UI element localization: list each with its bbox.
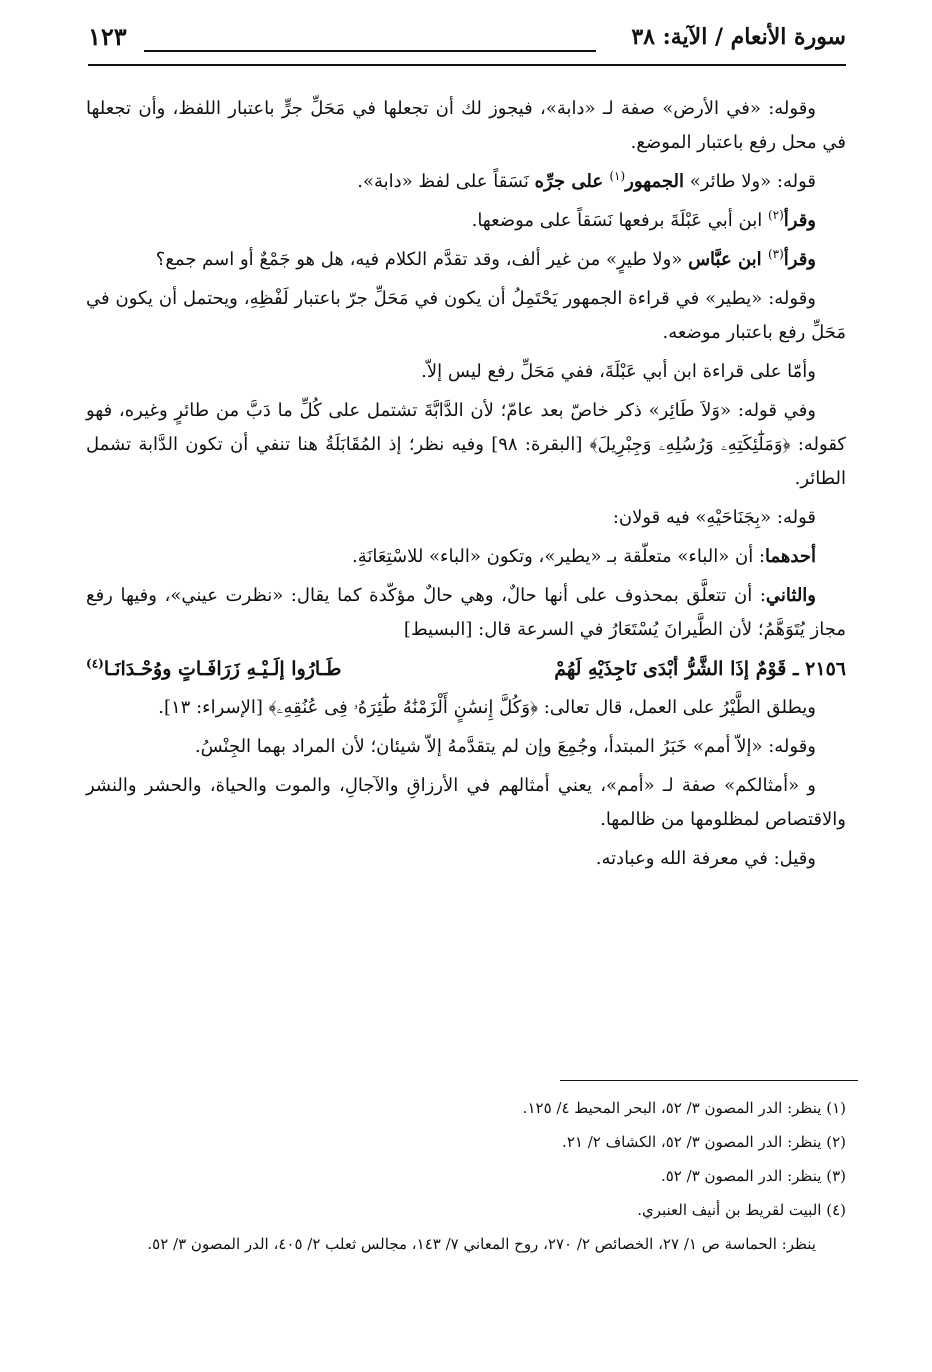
paragraph-text: قوله: «ولا طائر» xyxy=(683,171,816,192)
footnote-continuation: ينظر: الحماسة ص ١/ ٢٧، الخصائص ٢/ ٢٧٠، روح المعاني ٧/ ١٤٣، مجالس ثعلب ٢/ ٤٠٥، الدر المصون ٣/ ٥٢. xyxy=(147,1235,816,1253)
page-header xyxy=(88,18,846,62)
page-number: ١٢٣ xyxy=(88,22,127,51)
paragraph xyxy=(86,579,846,647)
paragraph-text: نَسَقاً على لفظ «دابة». xyxy=(357,171,535,192)
poetry-verse xyxy=(86,652,846,686)
bold-term: ابن عبَّاس xyxy=(688,249,768,270)
header-rule xyxy=(88,64,846,66)
paragraph xyxy=(86,691,846,725)
paragraph xyxy=(86,243,846,277)
header-line xyxy=(144,50,596,52)
paragraph-text: وقوله: «في الأرض» صفة لـ «دابة»، فيجوز لك أن تجعلها في مَحَلِّ جرٍّ باعتبار اللفظ، وأن تجعلها في محل رفع باعتبار الموضع. xyxy=(86,98,846,153)
paragraph xyxy=(86,769,846,837)
paragraph-text: قوله: «بِجَنَاحَيْهِ» فيه قولان: xyxy=(612,507,816,528)
paragraph-text: : أن تتعلَّق بمحذوف على أنها حالٌ، وهي حالٌ مؤكّدة كما يقال: «نظرت عيني»، وفيها رفع مجاز يُتَوَهَّمُ؛ لأن الطَّيرانَ يُسْتَعَارُ في السرعة قال: [البسيط] xyxy=(86,585,846,640)
paragraph-text: وأمّا على قراءة ابن أبي عَبْلَةَ، ففي مَحَلِّ رفع ليس إلاّ. xyxy=(421,361,816,382)
paragraph-text: وقوله: «يطير» في قراءة الجمهور يَحْتَمِلُ أن يكون في مَحَلِّ جرّ باعتبار لَفْظِهِ، ويحتمل أن يكون في مَحَلِّ رفع باعتبار موضعه. xyxy=(86,288,846,343)
paragraph-text: «ولا طيرٍ» من غير ألف، وقد تقدَّم الكلام فيه، هل هو جَمْعٌ أو اسم جمع؟ xyxy=(155,249,689,270)
footnote: (٤) البيت لقريط بن أنيف العنبري. xyxy=(637,1201,846,1219)
paragraph-text: ابن أبي عَبْلَةَ برفعها نَسَقاً على موضعها. xyxy=(471,210,768,231)
footnote-separator xyxy=(560,1080,858,1081)
paragraph xyxy=(86,282,846,350)
paragraph xyxy=(86,842,846,876)
footnote: (٣) ينظر: الدر المصون ٣/ ٥٢. xyxy=(660,1167,846,1185)
paragraph xyxy=(86,730,846,764)
bold-term: والثاني xyxy=(765,585,816,606)
paragraph-text: وقيل: في معرفة الله وعبادته. xyxy=(595,848,816,869)
footnote-ref: (٤) xyxy=(86,656,104,671)
paragraph-text: و «أمثالكم» صفة لـ «أمم»، يعني أمثالهم في الأرزاقِ والآجالِ، والموت والحياة، والحشر والنشر والاقتصاص لمظلومها من ظالمها. xyxy=(86,775,846,830)
paragraph xyxy=(86,92,846,160)
bold-term: على جرِّه xyxy=(534,171,610,192)
paragraph-text: ويطلق الطَّيْرُ على العمل، قال تعالى: ﴿وَكُلَّ إِنسَٰنٍ أَلْزَمْنَٰهُ طَٰٓئِرَهُۥ فِى عُنُقِهِۦ﴾ [الإسراء: ١٣]. xyxy=(158,697,816,718)
paragraph-text: : أن «الباء» متعلّقة بـ «يطير»، وتكون «الباء» للاسْتِعَانَةِ. xyxy=(352,546,766,567)
verse-second-hemistich xyxy=(86,652,341,686)
footnote-ref: (٣) xyxy=(767,247,784,261)
footnote: (١) ينظر: الدر المصون ٣/ ٥٢، البحر المحيط ٤/ ١٢٥. xyxy=(522,1099,846,1117)
verse-second-text: طَـارُوا إلَـيْـهِ زَرَافَـاتٍ ووُحْـدَانَـا xyxy=(103,658,342,680)
bold-term: وقرأ xyxy=(783,210,816,231)
paragraph xyxy=(86,165,846,199)
bold-term: أحدهما xyxy=(765,546,816,567)
verse-first-hemistich: ٢١٥٦ ـ قَوْمٌ إذَا الشَّرُّ أبْدَى نَاجِذَيْهِ لَهُمْ xyxy=(554,658,846,680)
surah-title: سورة الأنعام / الآية: ٣٨ xyxy=(631,24,846,50)
paragraph xyxy=(86,540,846,574)
footnotes xyxy=(86,1094,846,1264)
paragraph xyxy=(86,355,846,389)
paragraph-text: وقوله: «إلاّ أمم» خَبَرُ المبتدأ، وجُمِعَ وإن لم يتقدَّمهُ إلاّ شيئان؛ لأن المراد بهما الجِنْسُ. xyxy=(194,736,816,757)
main-text xyxy=(86,92,846,881)
paragraph xyxy=(86,501,846,535)
paragraph xyxy=(86,394,846,496)
paragraph xyxy=(86,204,846,238)
bold-term: الجمهور xyxy=(625,171,684,192)
footnote: (٢) ينظر: الدر المصون ٣/ ٥٢، الكشاف ٢/ ٢١. xyxy=(562,1133,846,1151)
footnote-ref: (١) xyxy=(609,169,626,183)
footnote-ref: (٢) xyxy=(767,208,784,222)
paragraph-text: وفي قوله: «وَلاَ طَائِر» ذكر خاصّ بعد عامّ؛ لأن الدَّابَّةَ تشتمل على كُلِّ ما دَبَّ من طائرٍ وغيره، فهو كقوله: ﴿وَمَلَٰٓئِكَتِهِۦ وَرُسُلِهِۦ وَجِبْرِيلَ﴾ [البقرة: ٩٨] وفيه نظر؛ إذ المُقَابَلَةُ هنا تنفي أن تكون الدَّابة تشمل الطائر. xyxy=(86,400,846,489)
bold-term: وقرأ xyxy=(783,249,816,270)
